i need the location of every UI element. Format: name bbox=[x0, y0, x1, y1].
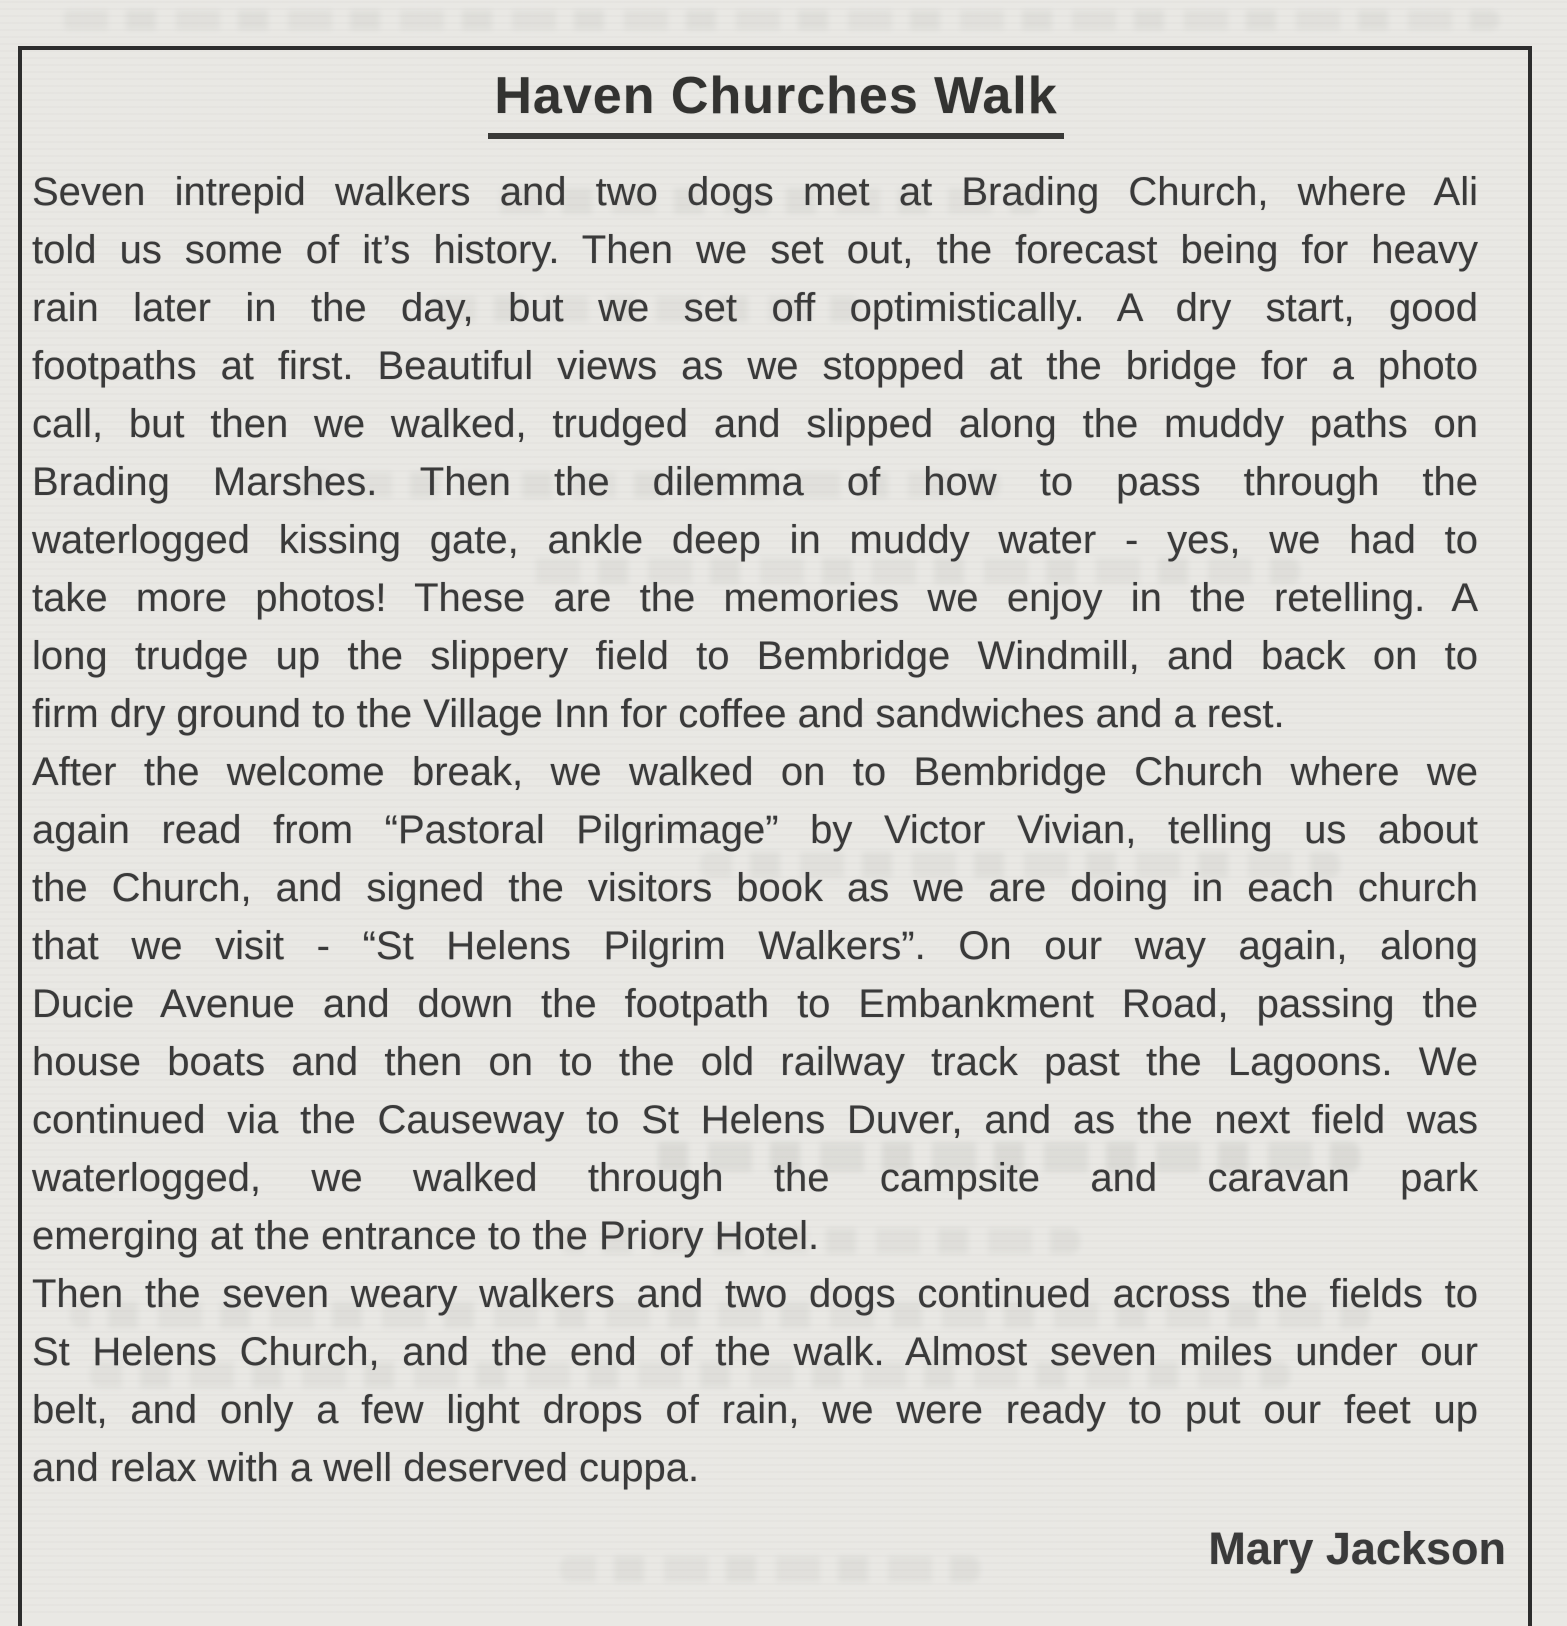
paragraph bbox=[32, 163, 1478, 743]
text-line: continued via the Causeway to St Helens Duver, and as the next field was bbox=[32, 1098, 1478, 1142]
text-line: again read from “Pastoral Pilgrimage” by Victor Vivian, telling us about bbox=[32, 808, 1478, 852]
article-title: Haven Churches Walk bbox=[488, 66, 1063, 139]
text-line: Seven intrepid walkers and two dogs met at Brading Church, where Ali bbox=[32, 170, 1478, 214]
text-line: long trudge up the slippery field to Bembridge Windmill, and back on to bbox=[32, 634, 1478, 678]
paragraph bbox=[32, 743, 1478, 1265]
text-line: After the welcome break, we walked on to Bembridge Church where we bbox=[32, 750, 1478, 794]
signature-row bbox=[22, 1523, 1530, 1575]
text-line: told us some of it’s history. Then we set out, the forecast being for heavy bbox=[32, 228, 1478, 272]
bleedthrough-smudge bbox=[60, 10, 1500, 30]
text-line: that we visit - “St Helens Pilgrim Walkers”. On our way again, along bbox=[32, 924, 1478, 968]
text-line: footpaths at first. Beautiful views as we stopped at the bridge for a photo bbox=[32, 344, 1478, 388]
text-line: Then the seven weary walkers and two dogs continued across the fields to bbox=[32, 1272, 1478, 1316]
text-line: the Church, and signed the visitors book as we are doing in each church bbox=[32, 866, 1478, 910]
text-line: and relax with a well deserved cuppa. bbox=[32, 1446, 700, 1490]
title-row bbox=[22, 50, 1530, 139]
text-line: St Helens Church, and the end of the walk. Almost seven miles under our bbox=[32, 1330, 1478, 1374]
paragraph bbox=[32, 1265, 1478, 1497]
text-line: belt, and only a few light drops of rain, we were ready to put our feet up bbox=[32, 1388, 1478, 1432]
text-line: house boats and then on to the old railway track past the Lagoons. We bbox=[32, 1040, 1478, 1084]
article-page bbox=[22, 50, 1530, 1575]
text-line: firm dry ground to the Village Inn for coffee and sandwiches and a rest. bbox=[32, 692, 1285, 736]
text-line: waterlogged kissing gate, ankle deep in muddy water - yes, we had to bbox=[32, 518, 1478, 562]
text-line: emerging at the entrance to the Priory Hotel. bbox=[32, 1214, 820, 1258]
text-line: call, but then we walked, trudged and slipped along the muddy paths on bbox=[32, 402, 1478, 446]
author-signature: Mary Jackson bbox=[1208, 1523, 1506, 1574]
text-line: Ducie Avenue and down the footpath to Embankment Road, passing the bbox=[32, 982, 1478, 1026]
article-body bbox=[22, 163, 1530, 1497]
text-line: take more photos! These are the memories we enjoy in the retelling. A bbox=[32, 576, 1478, 620]
text-line: Brading Marshes. Then the dilemma of how to pass through the bbox=[32, 460, 1478, 504]
text-line: rain later in the day, but we set off optimistically. A dry start, good bbox=[32, 286, 1478, 330]
text-line: waterlogged, we walked through the campsite and caravan park bbox=[32, 1156, 1478, 1200]
